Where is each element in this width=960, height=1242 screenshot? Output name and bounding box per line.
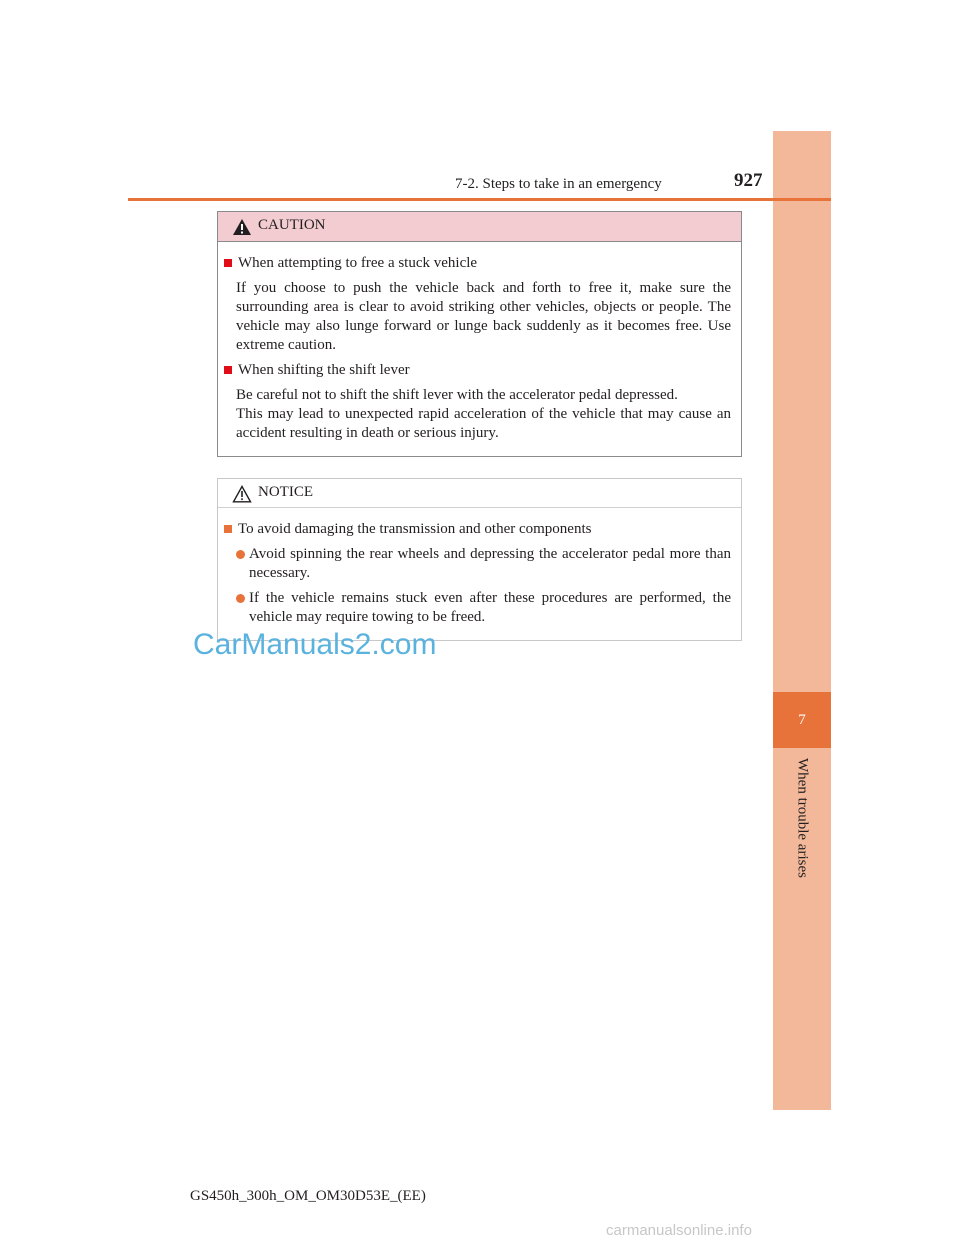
caution-body (218, 242, 741, 443)
caution-box (217, 211, 742, 457)
footer-code: GS450h_300h_OM_OM30D53E_(EE) (190, 1188, 426, 1204)
notice-bullet (236, 589, 731, 627)
warning-triangle-outline-icon (232, 485, 252, 503)
notice-body (218, 508, 741, 627)
source-watermark: carmanualsonline.info (606, 1222, 752, 1239)
page-number: 927 (734, 170, 763, 191)
notice-header (218, 479, 741, 508)
caution-item-heading (224, 254, 731, 273)
notice-bullet-text: Avoid spinning the rear wheels and depressing the accelerator pedal more than necessary. (249, 546, 731, 581)
caution-header (218, 212, 741, 242)
chapter-title-text: When trouble arises (794, 758, 811, 878)
side-tab (773, 131, 831, 1110)
chapter-title-vertical (773, 758, 831, 898)
header-rule (128, 198, 831, 201)
notice-heading (224, 520, 731, 539)
caution-label: CAUTION (258, 217, 326, 233)
square-bullet-icon (224, 366, 232, 374)
notice-bullet-text: If the vehicle remains stuck even after these procedures are performed, the vehicle may require towing to be freed. (249, 590, 731, 625)
round-bullet-icon (236, 594, 245, 603)
caution-item-heading-text: When attempting to free a stuck vehicle (238, 255, 478, 271)
section-title: 7-2. Steps to take in an emergency (455, 176, 662, 192)
square-bullet-icon (224, 259, 232, 267)
notice-box (217, 478, 742, 641)
watermark: CarManuals2.com (193, 628, 437, 661)
notice-bullet (236, 545, 731, 583)
square-bullet-icon (224, 525, 232, 533)
round-bullet-icon (236, 550, 245, 559)
caution-item-heading-text: When shifting the shift lever (238, 362, 410, 378)
notice-label: NOTICE (258, 484, 313, 500)
caution-paragraph: If you choose to push the vehicle back and forth to free it, make sure the surrounding area is clear to avoid striking other vehicles, objects or people. The vehicle may also lunge forward or lunge back suddenly as it becomes free. Use extreme caution. (236, 280, 731, 353)
caution-paragraph: Be careful not to shift the shift lever with the accelerator pedal depressed. (236, 387, 678, 403)
caution-item-heading (224, 361, 731, 380)
chapter-number-badge: 7 (773, 692, 831, 748)
warning-triangle-icon (232, 218, 252, 236)
notice-heading-text: To avoid damaging the transmission and other components (238, 521, 592, 537)
caution-paragraph: This may lead to unexpected rapid acceleration of the vehicle that may cause an accident resulting in death or serious injury. (236, 406, 731, 441)
